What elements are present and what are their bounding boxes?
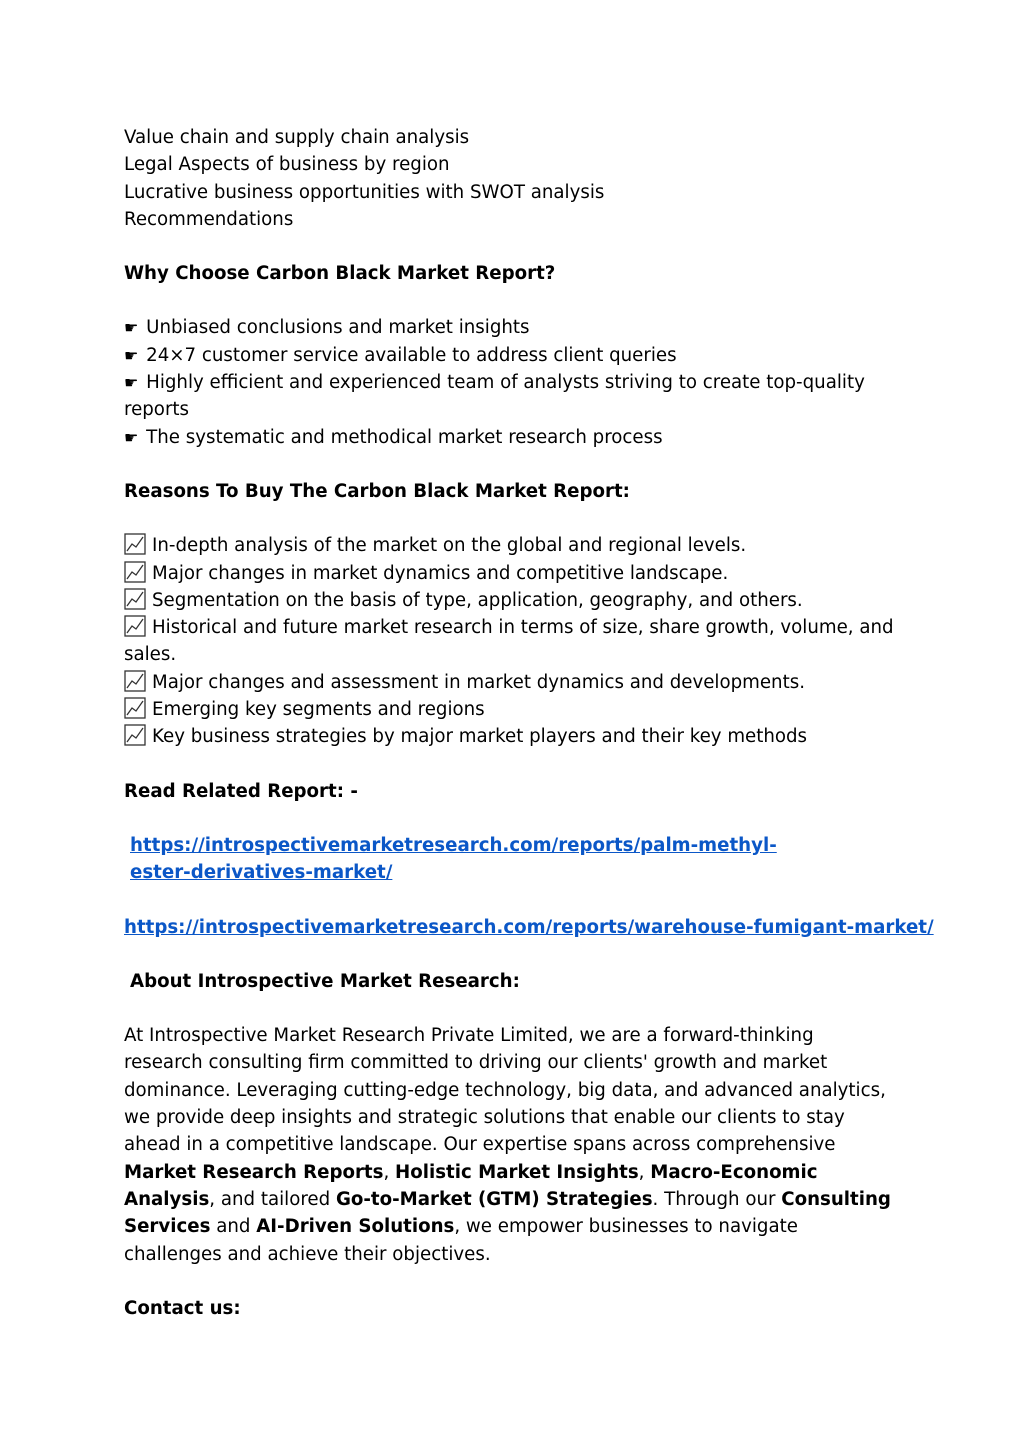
reasons-item-text: Major changes in market dynamics and competitive landscape. — [152, 562, 729, 584]
related-report-heading: Read Related Report: - — [124, 780, 358, 802]
pointing-hand-icon: ☛ — [124, 345, 139, 365]
related-report-link[interactable]: https://introspectivemarketresearch.com/reports/palm-methyl-ester-derivatives-market/ — [130, 834, 777, 884]
chart-increasing-icon — [124, 588, 146, 610]
chart-increasing-icon — [124, 670, 146, 692]
reasons-item — [124, 669, 904, 696]
reasons-item-text: In-depth analysis of the market on the global and regional levels. — [152, 535, 747, 557]
reasons-item-text: Historical and future market research in terms of size, share growth, volume, and sales. — [124, 617, 894, 666]
reasons-item-text: Major changes and assessment in market dynamics and developments. — [152, 671, 805, 693]
about-text: At Introspective Market Research Private Limited, we are a forward-thinking research consulting firm committed to driving our clients' growth and market dominance. Leveraging cutting-edge technology, big data, and advanced analytics, we provide deep insights and strategic solutions that enable our clients to stay ahead in a competitive landscape. Our expertise spans across comprehensive — [124, 1025, 886, 1156]
reasons-item-text: Emerging key segments and regions — [152, 699, 485, 721]
reasons-item — [124, 723, 904, 750]
reasons-item — [124, 587, 904, 614]
why-choose-item — [124, 369, 869, 424]
about-text: and — [210, 1216, 257, 1238]
why-choose-item-text: Highly efficient and experienced team of analysts striving to create top-quality reports — [124, 372, 865, 421]
why-choose-item — [124, 342, 904, 369]
reasons-item-text: Segmentation on the basis of type, application, geography, and others. — [152, 589, 803, 611]
about-bold-text: Macro-Economic Analysis — [124, 1161, 818, 1210]
chart-increasing-icon — [124, 697, 146, 719]
why-choose-heading: Why Choose Carbon Black Market Report? — [124, 263, 556, 285]
about-text: , and tailored — [209, 1188, 336, 1210]
intro-item: Lucrative business opportunities with SWOT analysis — [124, 181, 605, 203]
chart-increasing-icon — [124, 561, 146, 583]
pointing-hand-icon: ☛ — [124, 318, 139, 338]
about-heading: About Introspective Market Research: — [130, 970, 520, 992]
why-choose-item-text: 24×7 customer service available to address client queries — [146, 344, 677, 366]
intro-item: Recommendations — [124, 208, 294, 230]
about-text: , we empower businesses to navigate challenges and achieve their objectives. — [124, 1216, 798, 1265]
intro-item: Legal Aspects of business by region — [124, 154, 450, 176]
related-link-block — [124, 832, 830, 887]
about-text: , — [383, 1161, 396, 1183]
why-choose-item-text: The systematic and methodical market research process — [146, 426, 663, 448]
intro-item: Value chain and supply chain analysis — [124, 127, 470, 148]
about-bold-text: Holistic Market Insights — [395, 1161, 639, 1183]
about-text: , — [638, 1161, 651, 1183]
chart-increasing-icon — [124, 724, 146, 746]
reasons-item — [124, 560, 904, 587]
chart-increasing-icon — [124, 615, 146, 637]
related-link-block — [124, 914, 934, 941]
about-bold-text: AI-Driven Solutions — [256, 1216, 455, 1238]
about-bold-text: Market Research Reports — [124, 1161, 384, 1183]
why-choose-item-text: Unbiased conclusions and market insights — [146, 317, 530, 339]
document-page — [124, 124, 934, 1322]
reasons-item — [124, 532, 904, 559]
contact-heading: Contact us: — [124, 1297, 241, 1319]
reasons-heading: Reasons To Buy The Carbon Black Market Report: — [124, 480, 630, 502]
reasons-item — [124, 696, 904, 723]
about-bold-text: Go-to-Market (GTM) Strategies — [335, 1188, 653, 1210]
reasons-item — [124, 614, 894, 669]
about-paragraph — [124, 1022, 896, 1268]
pointing-hand-icon: ☛ — [124, 373, 139, 393]
about-bold-text: Consulting Services — [124, 1188, 891, 1238]
chart-increasing-icon — [124, 533, 146, 555]
reasons-item-text: Key business strategies by major market players and their key methods — [152, 726, 808, 748]
pointing-hand-icon: ☛ — [124, 427, 139, 447]
about-text: . Through our — [652, 1188, 782, 1210]
related-report-link[interactable]: https://introspectivemarketresearch.com/reports/warehouse-fumigant-market/ — [124, 916, 934, 938]
why-choose-item — [124, 314, 904, 341]
why-choose-item — [124, 424, 904, 451]
